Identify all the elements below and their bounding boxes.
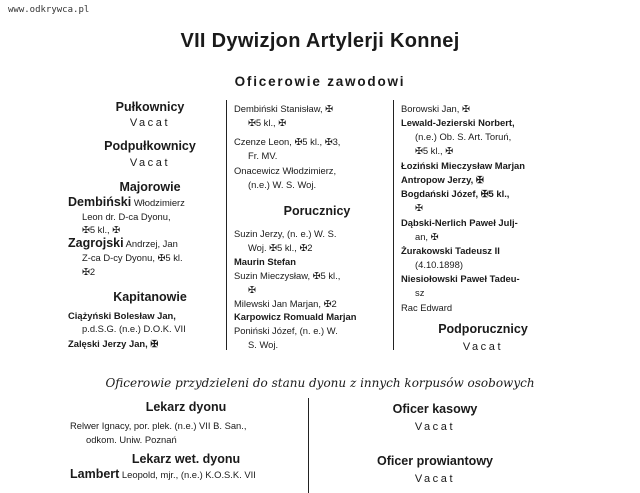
entry-line: Suzin Mieczysław, ✠5 kl.,: [234, 270, 341, 281]
entry-line: [68, 197, 185, 208]
entry-line: Antropow Jerzy, ✠: [401, 174, 484, 185]
entry-line: ✠5 kl., ✠: [82, 224, 121, 235]
entry-line: Żurakowski Tadeusz II: [401, 245, 500, 256]
entry-line: ✠5 kl., ✠: [248, 117, 287, 128]
entry-surname: Dembiński: [68, 195, 132, 209]
entry-line: (n.e.) W. S. Woj.: [248, 179, 317, 190]
rank-heading-porucznicy: Porucznicy: [283, 204, 351, 218]
entry-line: odkom. Uniw. Poznań: [86, 434, 177, 445]
heading-oficer-kasowy: Oficer kasowy: [392, 402, 478, 416]
entry-line: Czenze Leon, ✠5 kl., ✠3,: [234, 136, 341, 147]
entry-line: Suzin Jerzy, (n. e.) W. S.: [234, 228, 337, 239]
entry-line: Z-ca D-cy Dyonu, ✠5 kl.: [82, 252, 183, 263]
entry-line: [68, 238, 178, 249]
entry-line: Fr. MV.: [248, 150, 278, 161]
entry-line: ✠5 kl., ✠: [415, 145, 454, 156]
vacat-podpulkownicy: Vacat: [129, 157, 171, 169]
vacat-pulkownicy: Vacat: [129, 117, 171, 129]
page-title: VII Dywizjon Artylerji Konnej: [180, 30, 460, 52]
entry-line: Relwer Ignacy, por. plek. (n.e.) VII B. San.,: [70, 420, 247, 431]
entry-line: Dembiński Stanisław, ✠: [234, 103, 334, 114]
entry-name: Leopold, mjr., (n.e.) K.O.S.K. VII: [119, 469, 256, 480]
assigned-heading: Oficerowie przydzieleni do stanu dyonu z innych korpusów osobowych: [105, 376, 535, 390]
watermark: www.odkrywca.pl: [8, 5, 90, 15]
rank-heading-majorowie: Majorowie: [119, 180, 181, 194]
entry-line: Onacewicz Włodzimierz,: [234, 165, 337, 176]
rank-heading-podporucznicy: Podporucznicy: [438, 322, 528, 336]
entry-line: ✠: [248, 284, 256, 295]
entry-line: Ciążyński Bolesław Jan,: [68, 310, 176, 321]
column-divider: [393, 100, 394, 350]
heading-lekarz-dyonu: Lekarz dyonu: [145, 400, 227, 414]
rank-heading-kapitanowie: Kapitanowie: [113, 290, 187, 304]
entry-line: an, ✠: [415, 231, 439, 242]
entry-line: Lewald-Jezierski Norbert,: [401, 117, 515, 128]
entry-line: Dąbski-Nerlich Paweł Julj-: [401, 217, 518, 228]
section-subtitle: Oficerowie zawodowi: [234, 74, 406, 89]
entry-line: Milewski Jan Marjan, ✠2: [234, 298, 337, 309]
entry-line: Bogdański Józef, ✠5 kl.,: [401, 188, 510, 199]
entry-name: Andrzej, Jan: [123, 238, 178, 249]
entry-line: (n.e.) Ob. S. Art. Toruń,: [415, 131, 512, 142]
entry-surname: Zagrojski: [68, 236, 124, 250]
rank-heading-podpulkownicy: Podpułkownicy: [104, 139, 196, 153]
entry-line: Poniński Józef, (n. e.) W.: [234, 325, 338, 336]
entry-line: Maurin Stefan: [234, 256, 296, 267]
column-divider: [308, 398, 309, 493]
heading-lekarz-wet: Lekarz wet. dyonu: [131, 452, 241, 466]
entry-line: S. Woj.: [248, 339, 279, 350]
entry-line: ✠: [415, 202, 423, 213]
entry-line: Rac Edward: [401, 302, 453, 313]
vacat-podporucznicy: Vacat: [462, 341, 504, 353]
entry-line: (4.10.1898): [415, 259, 463, 270]
entry-line: Niesiołowski Paweł Tadeu-: [401, 273, 520, 284]
vacat-oficer-kasowy: Vacat: [414, 421, 456, 433]
vacat-oficer-prowiantowy: Vacat: [414, 473, 456, 485]
heading-oficer-prowiantowy: Oficer prowiantowy: [377, 454, 493, 468]
entry-line: p.d.S.G. (n.e.) D.O.K. VII: [82, 323, 186, 334]
column-divider: [226, 100, 227, 350]
rank-heading-pulkownicy: Pułkownicy: [115, 100, 185, 114]
entry-line: Borowski Jan, ✠: [401, 103, 470, 114]
entry-line: sz: [415, 287, 425, 298]
entry-surname: Lambert: [70, 467, 120, 481]
entry-line: Łoziński Mieczysław Marjan: [401, 160, 525, 171]
entry-line: Karpowicz Romuald Marjan: [234, 311, 357, 322]
entry-line: [70, 469, 256, 480]
entry-line: ✠2: [82, 266, 96, 277]
entry-line: Woj. ✠5 kl., ✠2: [248, 242, 313, 253]
entry-line: Zalęski Jerzy Jan, ✠: [68, 338, 159, 349]
entry-name: Włodzimierz: [131, 197, 185, 208]
entry-line: Leon dr. D-ca Dyonu,: [82, 211, 171, 222]
